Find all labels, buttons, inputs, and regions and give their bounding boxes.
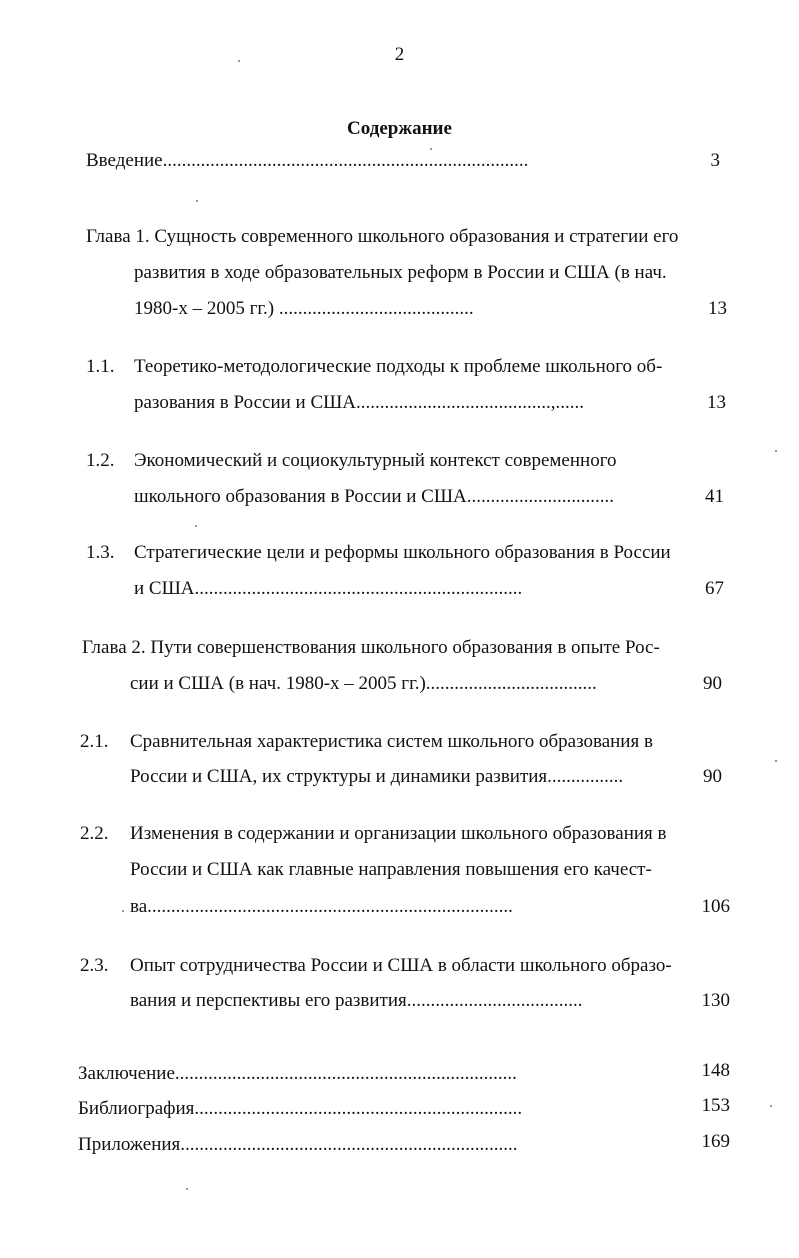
toc-entry-text: ва............................................................................. [130,896,513,917]
scan-speck [186,1188,188,1190]
scan-speck [430,148,432,150]
scan-speck [775,450,777,452]
scan-speck [775,760,777,762]
toc-entry-page: 90 [703,766,722,787]
page-number: 2 [394,44,405,65]
toc-entry-page: 130 [701,990,730,1011]
toc-entry-page: 41 [705,486,724,507]
toc-entry-text: развития в ходе образовательных реформ в России и США (в нач. [134,262,667,283]
scan-speck [770,1105,772,1107]
toc-section-number: 2.3. [80,955,109,976]
toc-entry-page: 148 [701,1060,730,1081]
toc-section-number: 2.1. [80,731,109,752]
toc-entry-text: России и США как главные направления повышения его качест- [130,859,652,880]
toc-entry-text: Глава 2. Пути совершенствования школьного образования в опыте Рос- [82,637,660,658]
toc-section-number: 1.2. [86,450,115,471]
toc-entry-text: сии и США (в нач. 1980-х – 2005 гг.).................................... [130,673,597,694]
toc-entry-text: Библиография..................................................................... [78,1098,523,1119]
toc-entry-page: 3 [710,150,720,171]
toc-entry-text: 1980-х – 2005 гг.) ......................................... [134,298,474,319]
toc-entry-page: 13 [707,392,726,413]
toc-entry-page: 90 [703,673,722,694]
scan-speck [195,525,197,527]
toc-entry-text: школьного образования в России и США............................... [134,486,614,507]
scan-speck [122,910,124,912]
toc-entry-text: Стратегические цели и реформы школьного образования в России [134,542,671,563]
toc-entry-text: вания и перспективы его развития..................................... [130,990,583,1011]
toc-entry-page: 67 [705,578,724,599]
toc-entry-page: 13 [708,298,727,319]
toc-section-number: 1.1. [86,356,115,377]
toc-entry-text: России и США, их структуры и динамики развития................ [130,766,624,787]
toc-entry-text: Глава 1. Сущность современного школьного образования и стратегии его [86,226,679,247]
toc-entry-text: и США..................................................................... [134,578,523,599]
toc-entry-page: 169 [701,1131,730,1152]
toc-entry-page: 106 [701,896,730,917]
toc-entry-page: 153 [701,1095,730,1116]
toc-entry-text: Сравнительная характеристика систем школьного образования в [130,731,653,752]
toc-entry-text: Теоретико-методологические подходы к проблеме школьного об- [134,356,663,377]
toc-entry-text: Введение............................................................................. [86,150,529,171]
toc-entry-text: Опыт сотрудничества России и США в области школьного образо- [130,955,672,976]
toc-entry-text: Изменения в содержании и организации школьного образования в [130,823,667,844]
scan-speck [238,60,240,62]
toc-title: Содержание [347,118,452,139]
toc-entry-text: Заключение........................................................................ [78,1063,517,1084]
toc-entry-text: Приложения....................................................................... [78,1134,518,1155]
toc-section-number: 1.3. [86,542,115,563]
toc-entry-text: разования в России и США.........................................,...... [134,392,585,413]
toc-entry-text: Экономический и социокультурный контекст современного [134,450,617,471]
scan-speck [196,200,198,202]
toc-section-number: 2.2. [80,823,109,844]
